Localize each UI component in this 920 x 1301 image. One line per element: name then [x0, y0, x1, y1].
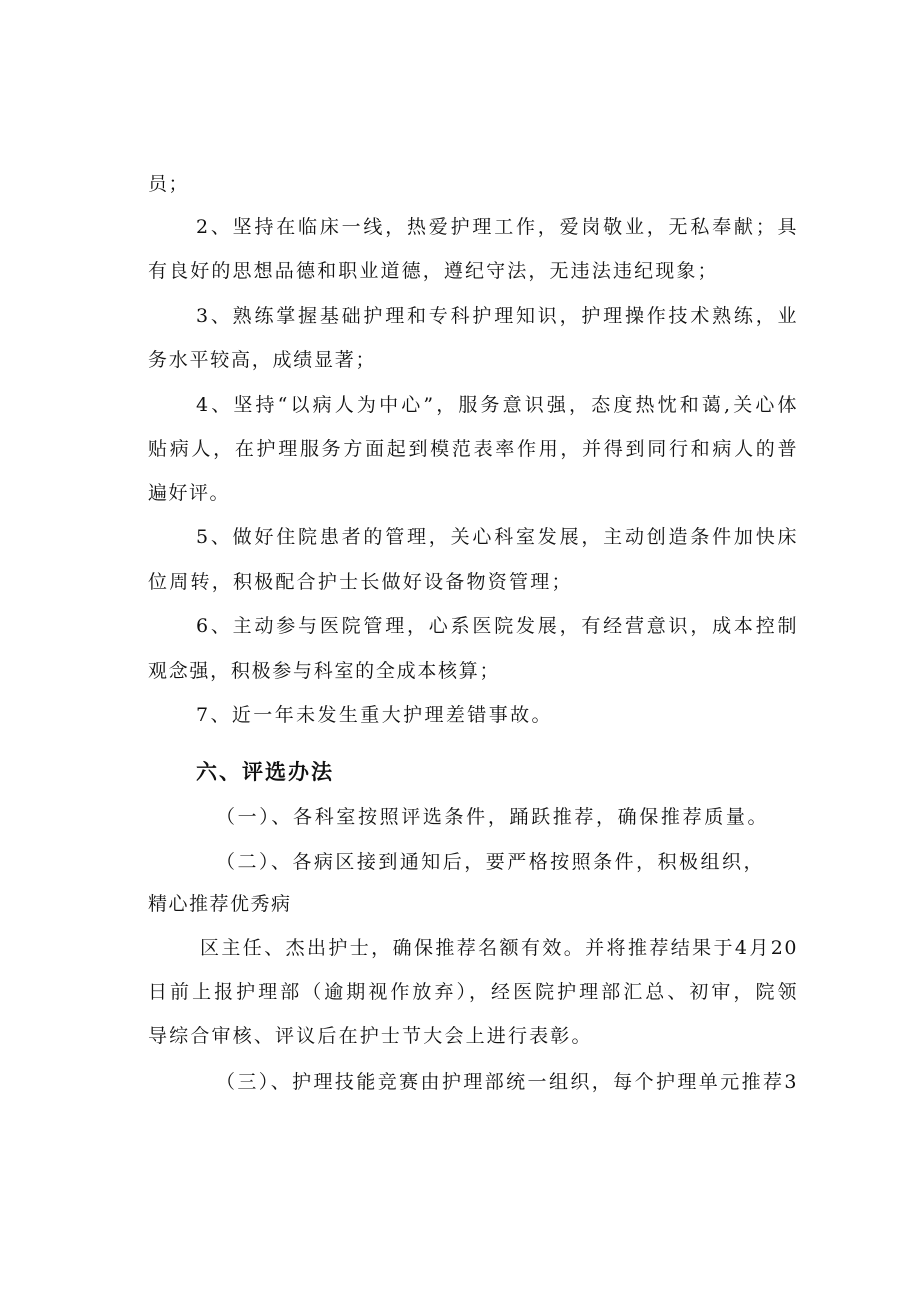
text-line: 3、熟练掌握基础护理和专科护理知识，护理操作技术熟练，业	[196, 305, 798, 327]
text-line: （二）、各病区接到通知后，要严格按照条件，积极组织，	[216, 851, 764, 873]
text-line: 7、近一年未发生重大护理差错事故。	[196, 704, 552, 726]
text-line: 有良好的思想品德和职业道德，遵纪守法，无违法违纪现象；	[148, 260, 718, 282]
text-line: 遍好评。	[148, 482, 231, 504]
text-line: 务水平较高，成绩显著；	[148, 349, 376, 371]
text-line: 精心推荐优秀病	[148, 893, 292, 915]
text-line: 员；	[148, 173, 190, 195]
text-line: 位周转，积极配合护士长做好设备物资管理；	[148, 571, 572, 593]
text-line: 导综合审核、评议后在护士节大会上进行表彰。	[148, 1025, 592, 1047]
text-line: 6、主动参与医院管理，心系医院发展，有经营意识，成本控制	[196, 615, 798, 637]
section-heading: 六、评选办法	[196, 760, 334, 784]
text-line: 4、坚持“以病人为中心”，服务意识强，态度热忱和蔼,关心体	[196, 394, 798, 416]
text-line: 区主任、杰出护士，确保推荐名额有效。并将推荐结果于4月20	[200, 937, 798, 959]
text-line: 日前上报护理部（逾期视作放弃），经医院护理部汇总、初审，院领	[148, 981, 798, 1003]
text-line: 5、做好住院患者的管理，关心科室发展，主动创造条件加快床	[196, 526, 798, 548]
text-line: 2、坚持在临床一线，热爱护理工作，爱岗敬业，无私奉献；具	[196, 216, 798, 238]
text-line: （一）、各科室按照评选条件，踊跃推荐，确保推荐质量。	[216, 806, 768, 828]
text-line: （三）、护理技能竞赛由护理部统一组织，每个护理单元推荐3	[216, 1071, 798, 1093]
text-line: 观念强，积极参与科室的全成本核算；	[148, 660, 500, 682]
text-line: 贴病人，在护理服务方面起到模范表率作用，并得到同行和病人的普	[148, 438, 798, 460]
